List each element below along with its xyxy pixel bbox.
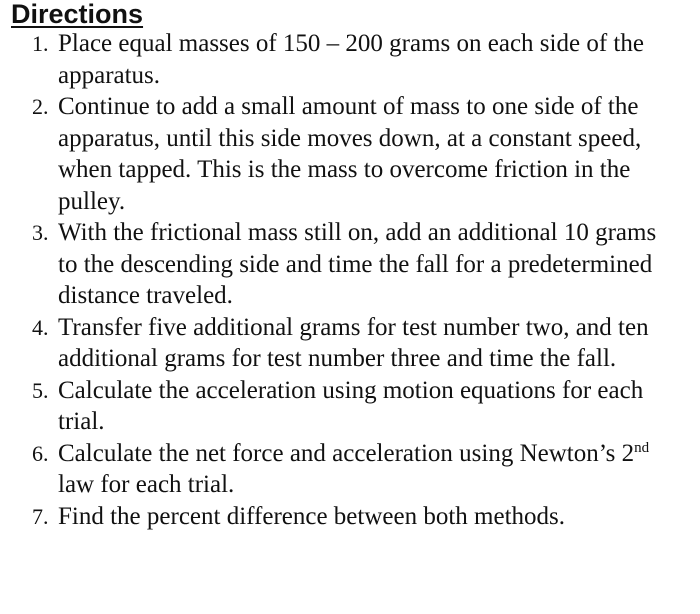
step-text: Place equal masses of 150 – 200 grams on each side of the apparatus. xyxy=(58,30,644,89)
step-text: Continue to add a small amount of mass to one side of the apparatus, until this side moves down, at a constant speed, when tapped. This is the mass to overcome friction in the pulley. xyxy=(58,93,642,215)
list-item xyxy=(0,438,658,501)
directions-heading: Directions xyxy=(11,0,144,29)
step-text: With the frictional mass still on, add an additional 10 grams to the descending side and time the fall for a predetermined distance traveled. xyxy=(58,219,657,309)
list-item xyxy=(0,28,658,91)
list-item xyxy=(0,217,658,312)
step-text: Calculate the acceleration using motion equations for each trial. xyxy=(58,376,644,435)
list-item xyxy=(0,375,658,438)
step-number: 2. xyxy=(32,94,49,119)
step-text: Transfer five additional grams for test number two, and ten additional grams for test number three and time the fall. xyxy=(58,313,649,372)
list-item xyxy=(0,501,658,533)
directions-list xyxy=(0,28,700,532)
step-number: 6. xyxy=(32,440,49,466)
step-number: 3. xyxy=(32,220,49,245)
list-item xyxy=(0,312,658,375)
step-number: 7. xyxy=(32,503,49,529)
step-text: Find the percent difference between both methods. xyxy=(58,502,566,530)
step-text-before: Calculate the net force and acceleration using Newton’s 2 xyxy=(58,439,635,467)
step-number: 1. xyxy=(32,31,49,56)
step-number: 5. xyxy=(32,377,49,403)
list-item xyxy=(0,91,658,217)
step-text-after: law for each trial. xyxy=(58,471,235,498)
step-number: 4. xyxy=(32,314,49,340)
ordinal-superscript: nd xyxy=(634,439,650,456)
